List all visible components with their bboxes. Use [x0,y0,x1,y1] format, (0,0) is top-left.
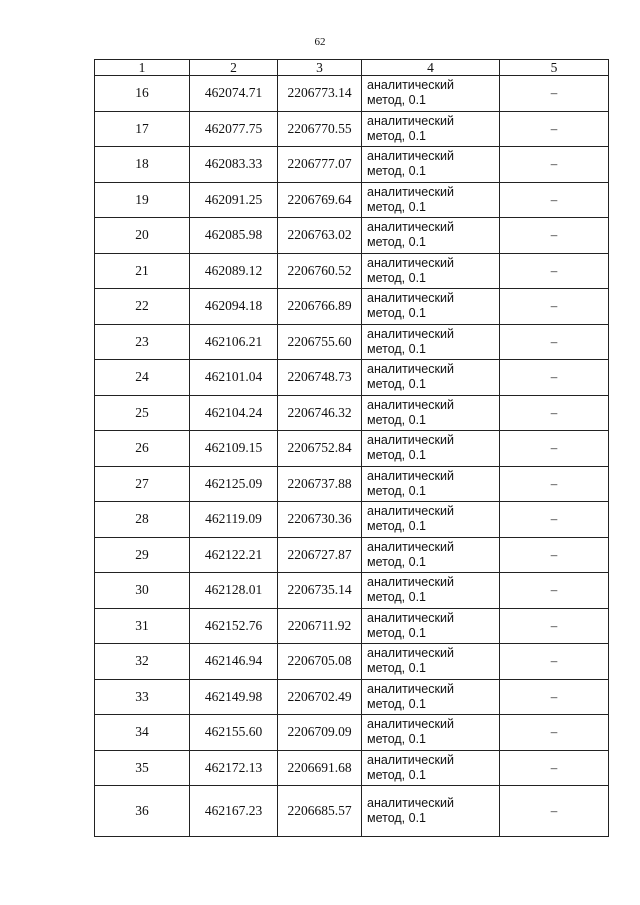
x-coordinate-cell: 462155.60 [190,715,278,751]
x-coordinate-cell: 462167.23 [190,786,278,837]
x-coordinate-cell: 462146.94 [190,644,278,680]
note-cell [500,644,609,680]
table-row [95,750,609,786]
method-text-line-1: аналитический [367,468,454,483]
x-coordinate-cell: 462152.76 [190,608,278,644]
table-row [95,147,609,183]
y-coordinate-cell: 2206705.08 [278,644,362,680]
method-cell [362,360,500,396]
note-cell [500,608,609,644]
y-coordinate-cell: 2206777.07 [278,147,362,183]
y-coordinate-cell: 2206766.89 [278,289,362,325]
method-text-line-2: метод, 0.1 [367,270,427,285]
method-text-line-2: метод, 0.1 [367,164,427,179]
method-text-line-1: аналитический [367,646,454,661]
method-cell [362,466,500,502]
table-row [95,324,609,360]
note-dash: – [550,724,558,740]
method-text-line-1: аналитический [367,717,454,732]
y-coordinate-cell: 2206763.02 [278,218,362,254]
note-dash: – [550,617,558,633]
method-cell [362,182,500,218]
x-coordinate-cell: 462106.21 [190,324,278,360]
note-cell [500,750,609,786]
method-text-line-1: аналитический [367,291,454,306]
method-text-line-1: аналитический [367,78,454,93]
note-dash: – [550,227,558,243]
method-text-line-1: аналитический [367,539,454,554]
method-text-line-1: аналитический [367,433,454,448]
method-cell [362,786,500,837]
note-dash: – [550,191,558,207]
note-dash: – [550,120,558,136]
note-dash: – [550,759,558,775]
point-number-cell: 33 [95,679,190,715]
method-cell [362,644,500,680]
note-dash: – [550,688,558,704]
method-text-line-2: метод, 0.1 [367,235,427,250]
method-text-line-2: метод, 0.1 [367,767,427,782]
page-number: 62 [314,36,326,48]
header-col-3: 3 [278,60,362,76]
method-text-line-1: аналитический [367,255,454,270]
y-coordinate-cell: 2206730.36 [278,502,362,538]
method-text-line-1: аналитический [367,113,454,128]
y-coordinate-cell: 2206746.32 [278,395,362,431]
table-row [95,253,609,289]
note-cell [500,360,609,396]
point-number-cell: 36 [95,786,190,837]
note-dash: – [550,369,558,385]
table-row [95,111,609,147]
method-text-line-1: аналитический [367,575,454,590]
x-coordinate-cell: 462122.21 [190,537,278,573]
table-row [95,679,609,715]
y-coordinate-cell: 2206770.55 [278,111,362,147]
point-number-cell: 19 [95,182,190,218]
note-cell [500,502,609,538]
note-cell [500,289,609,325]
y-coordinate-cell: 2206760.52 [278,253,362,289]
y-coordinate-cell: 2206755.60 [278,324,362,360]
x-coordinate-cell: 462149.98 [190,679,278,715]
table-row [95,715,609,751]
coordinates-table [94,59,609,837]
method-cell [362,324,500,360]
note-dash: – [550,511,558,527]
note-dash: – [550,653,558,669]
x-coordinate-cell: 462109.15 [190,431,278,467]
point-number-cell: 31 [95,608,190,644]
table-row [95,395,609,431]
x-coordinate-cell: 462074.71 [190,76,278,112]
point-number-cell: 16 [95,76,190,112]
table-row [95,76,609,112]
method-cell [362,750,500,786]
y-coordinate-cell: 2206748.73 [278,360,362,396]
method-cell [362,431,500,467]
table-row [95,182,609,218]
note-dash: – [550,333,558,349]
method-text-line-1: аналитический [367,326,454,341]
table-row [95,218,609,254]
point-number-cell: 29 [95,537,190,573]
table-row [95,466,609,502]
note-cell [500,76,609,112]
method-text-line-2: метод, 0.1 [367,448,427,463]
table-row [95,608,609,644]
method-text-line-2: метод, 0.1 [367,377,427,392]
method-text-line-2: метод, 0.1 [367,93,427,108]
method-cell [362,218,500,254]
y-coordinate-cell: 2206702.49 [278,679,362,715]
method-cell [362,147,500,183]
note-dash: – [550,582,558,598]
table-row [95,573,609,609]
method-cell [362,679,500,715]
note-cell [500,147,609,183]
method-text-line-2: метод, 0.1 [367,199,427,214]
table-row [95,537,609,573]
table-row [95,431,609,467]
point-number-cell: 20 [95,218,190,254]
note-cell [500,395,609,431]
y-coordinate-cell: 2206685.57 [278,786,362,837]
method-text-line-1: аналитический [367,149,454,164]
method-text-line-2: метод, 0.1 [367,661,427,676]
header-col-1: 1 [95,60,190,76]
point-number-cell: 25 [95,395,190,431]
y-coordinate-cell: 2206769.64 [278,182,362,218]
point-number-cell: 32 [95,644,190,680]
method-text-line-1: аналитический [367,220,454,235]
y-coordinate-cell: 2206709.09 [278,715,362,751]
point-number-cell: 28 [95,502,190,538]
method-text-line-2: метод, 0.1 [367,696,427,711]
method-cell [362,111,500,147]
note-cell [500,182,609,218]
x-coordinate-cell: 462089.12 [190,253,278,289]
point-number-cell: 27 [95,466,190,502]
table-row [95,786,609,837]
point-number-cell: 21 [95,253,190,289]
method-cell [362,573,500,609]
method-text-line-2: метод, 0.1 [367,732,427,747]
header-col-2: 2 [190,60,278,76]
y-coordinate-cell: 2206752.84 [278,431,362,467]
method-cell [362,608,500,644]
method-text-line-1: аналитический [367,397,454,412]
note-dash: – [550,475,558,491]
method-text-line-2: метод, 0.1 [367,483,427,498]
point-number-cell: 34 [95,715,190,751]
method-cell [362,715,500,751]
x-coordinate-cell: 462172.13 [190,750,278,786]
method-cell [362,502,500,538]
method-cell [362,253,500,289]
method-text-line-1: аналитический [367,184,454,199]
x-coordinate-cell: 462094.18 [190,289,278,325]
method-text-line-1: аналитический [367,504,454,519]
point-number-cell: 18 [95,147,190,183]
note-dash: – [550,298,558,314]
x-coordinate-cell: 462083.33 [190,147,278,183]
note-cell [500,573,609,609]
y-coordinate-cell: 2206727.87 [278,537,362,573]
x-coordinate-cell: 462085.98 [190,218,278,254]
note-cell [500,253,609,289]
method-text-line-2: метод, 0.1 [367,554,427,569]
method-text-line-2: метод, 0.1 [367,128,427,143]
note-cell [500,715,609,751]
note-dash: – [550,404,558,420]
note-cell [500,111,609,147]
method-text-line-1: аналитический [367,796,454,810]
method-text-line-2: метод, 0.1 [367,811,427,825]
x-coordinate-cell: 462125.09 [190,466,278,502]
note-cell [500,786,609,837]
method-cell [362,76,500,112]
method-text-line-2: метод, 0.1 [367,341,427,356]
x-coordinate-cell: 462091.25 [190,182,278,218]
header-row [95,60,609,76]
method-text-line-2: метод, 0.1 [367,625,427,640]
note-cell [500,431,609,467]
method-cell [362,537,500,573]
point-number-cell: 17 [95,111,190,147]
table-body [95,76,609,837]
note-cell [500,466,609,502]
x-coordinate-cell: 462128.01 [190,573,278,609]
note-cell [500,324,609,360]
y-coordinate-cell: 2206773.14 [278,76,362,112]
note-dash: – [550,85,558,101]
method-text-line-1: аналитический [367,752,454,767]
y-coordinate-cell: 2206737.88 [278,466,362,502]
y-coordinate-cell: 2206691.68 [278,750,362,786]
method-text-line-2: метод, 0.1 [367,590,427,605]
y-coordinate-cell: 2206735.14 [278,573,362,609]
table-row [95,502,609,538]
method-text-line-2: метод, 0.1 [367,306,427,321]
y-coordinate-cell: 2206711.92 [278,608,362,644]
header-col-5: 5 [500,60,609,76]
x-coordinate-cell: 462104.24 [190,395,278,431]
point-number-cell: 30 [95,573,190,609]
method-text-line-1: аналитический [367,362,454,377]
method-text-line-2: метод, 0.1 [367,412,427,427]
method-text-line-1: аналитический [367,610,454,625]
note-dash: – [550,156,558,172]
note-dash: – [550,546,558,562]
note-dash: – [550,803,558,818]
point-number-cell: 24 [95,360,190,396]
point-number-cell: 22 [95,289,190,325]
note-cell [500,679,609,715]
header-col-4: 4 [362,60,500,76]
x-coordinate-cell: 462101.04 [190,360,278,396]
method-cell [362,395,500,431]
table-row [95,644,609,680]
note-dash: – [550,262,558,278]
x-coordinate-cell: 462077.75 [190,111,278,147]
point-number-cell: 23 [95,324,190,360]
table-row [95,289,609,325]
note-cell [500,218,609,254]
note-dash: – [550,440,558,456]
table-row [95,360,609,396]
method-text-line-2: метод, 0.1 [367,519,427,534]
point-number-cell: 26 [95,431,190,467]
method-text-line-1: аналитический [367,681,454,696]
point-number-cell: 35 [95,750,190,786]
note-cell [500,537,609,573]
method-cell [362,289,500,325]
x-coordinate-cell: 462119.09 [190,502,278,538]
